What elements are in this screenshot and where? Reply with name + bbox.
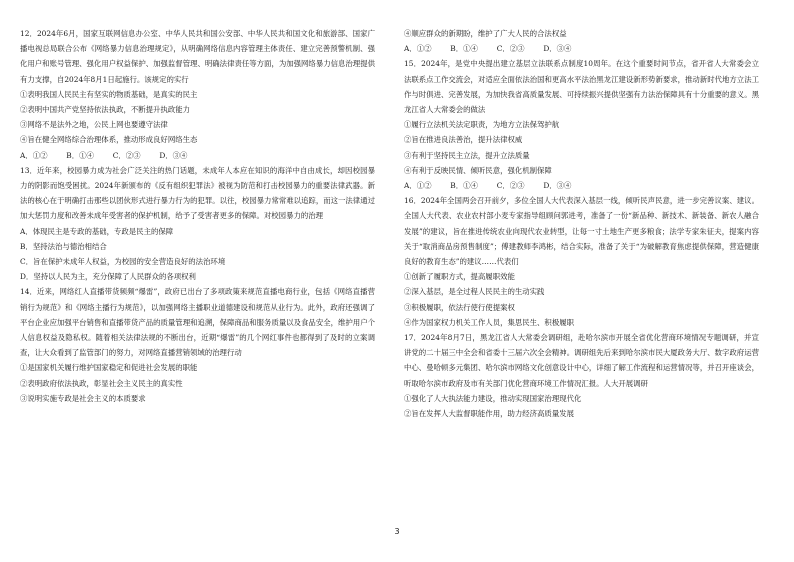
question-16-option-3: ③积极履职，依法行使行使提案权 <box>404 302 515 312</box>
question-12-choices: A．①② B．①④ C．②③ D．③④ <box>20 150 188 160</box>
question-15-option-1: ①履行立法机关法定职责，为地方立法保驾护航 <box>404 120 560 130</box>
question-12-option-4: ④旨在健全网络综合治理体系，推动形成良好网络生态 <box>20 135 198 145</box>
question-17-option-1: ①强化了人大执法能力建设，推动实现国家治理现代化 <box>404 393 582 403</box>
question-13-stem: 13．近年来，校园暴力成为社会广泛关注的热门话题，未成年人本应在知识的海洋中自由成长，却因校园暴力的阴影而饱受困扰。2024年新颁布的《反有组织犯罪法》被视为防范和打击校园暴力的重要法律武器。新法的核心在于明确打击那些以团伙形式进行暴力行为的犯罪。以往，校园暴力常常难以追踪，而这一法律通过加大惩罚力度和改善未成年受害者的保护机制，给予了受害者更多的保障。对校园暴力的治理 <box>20 165 375 221</box>
question-15-stem: 15．2024年，是党中央提出建立基层立法联系点制度10周年。在这个重要时间节点，省开省人大常委会立法联系点工作交流会，对适应全面依法治国和更高水平法治黑龙江建设新形势新要求，推动新时代地方立法工作与时俱进、完善发展，为加快我省高质量发展、可持续振兴提供坚强有力法治保障具有十分重要的意义。黑龙江省人大常委会的做法 <box>404 59 759 115</box>
question-17-stem: 17．2024年8月7日，黑龙江省人大常委会调研组，赴哈尔滨市开展全省优化营商环境情况专题调研，并宣讲党的二十届三中全会和省委十三届六次全会精神。调研组先后来到哈尔滨市民大厦政务大厅、数字政府运营中心、曼哈顿多元集团、哈尔滨市网络文化创意设计中心，详细了解工作流程和运营情况等，并召开座谈会，听取哈尔滨市政府及市有关部门优化营商环境工作情况汇报。人大开展调研 <box>404 333 759 388</box>
question-15-option-3: ③有利于坚持民主立法，提升立法质量 <box>404 150 530 160</box>
question-13-option-b: B．坚持法治与德治相结合 <box>20 241 107 251</box>
question-13-option-c: C．旨在保护未成年人权益，为校园的安全营造良好的法治环境 <box>20 257 226 267</box>
question-13-option-a: A．体现民主是专政的基础，专政是民主的保障 <box>20 226 174 236</box>
question-17-option-2: ②旨在发挥人大监督职能作用，助力经济高质量发展 <box>404 409 574 419</box>
question-14-option-3: ③说明实施专政是社会主义的本质要求 <box>20 393 146 403</box>
left-column <box>20 26 375 406</box>
question-13-option-d: D．坚持以人民为主，充分保障了人民群众的各项权利 <box>20 272 196 282</box>
page-number: 3 <box>394 527 400 536</box>
question-16-option-4: ④作为国家权力机关工作人员，集思民生、积极履职 <box>404 317 574 327</box>
question-14-option-2: ②表明政府依法执政，彰显社会主义民主的真实性 <box>20 378 183 388</box>
question-14-choices: A．①② B．①④ C．②③ D．③④ <box>404 44 572 54</box>
question-15-option-2: ②旨在推进良法善治，提升法律权威 <box>404 135 523 145</box>
question-14-option-4: ④顺应群众的新期盼，维护了广大人民的合法权益 <box>404 29 567 38</box>
question-12-stem: 12．2024年6月，国家互联网信息办公室、中华人民共和国公安部、中华人民共和国文化和旅游部、国家广播电视总局联合公布《网络暴力信息治理规定》，从明确网络信息内容管理主体责任、建立完善预警机制、强化用户和账号管理、强化用户权益保护、加强监督管理、明确法律责任等方面，为加强网络暴力信息治理提供有力支撑，自2024年8月1日起施行。该规定的实行 <box>20 29 375 84</box>
question-14-option-1: ①是国家机关履行维护国家稳定和促进社会发展的职能 <box>20 363 198 373</box>
question-16-stem: 16．2024年全国两会召开前夕，多位全国人大代表深入基层一线，倾听民声民意，进一步完善议案、建议。全国人大代表、农业农村部小麦专家指导组顾问郭进考，准备了一份“新品种、新技术、新装备、新农人融合发展”的建议，旨在推进传统农业向现代农业转型，让每一寸土地生产更多粮食；法学专家朱征夫，提案内容关于“取消商品房预售制度”；傅建教师李鸿彬，结合实际，准备了关于“为破解教育焦虑提供保障，营造健康良好的教育生态”的建议……代表们 <box>404 196 759 267</box>
question-15-option-4: ④有利于反映民情、倾听民意，强化机制保障 <box>404 165 552 175</box>
question-12-option-3: ③网络不是法外之地，公民上网也要遵守法律 <box>20 120 168 130</box>
question-14-stem: 14．近来，网络红人直播带货频频“爆雷”，政府已出台了多项政策来规范直播电商行业，包括《网络直播营销行为规范》和《网络主播行为规范》，以加强网络主播职业道德建设和规范从业行为。此外，政府还强调了平台企业应加强平台销售和直播带货产品的质量管理和追溯，保障商品和服务质量以及食品安全，维护用户个人信息权益及隐私权。随着相关法律法规的不断出台，近期“爆雷”的几个网红事件也都得到了及时的立案调查，让大众看到了监管部门的努力，对网络直播营销领域的治理行动 <box>20 287 375 358</box>
question-15-choices: A．①② B．①④ C．②③ D．③④ <box>404 181 572 191</box>
question-16-option-1: ①创新了履职方式，提高履职效能 <box>404 272 515 282</box>
right-column <box>404 26 759 421</box>
question-12-option-2: ②表明中国共产党坚持依法执政，不断提升执政能力 <box>20 105 190 115</box>
question-16-option-2: ②深入基层，是全过程人民民主的生动实践 <box>404 287 545 297</box>
question-12-option-1: ①表明我国人民民主有坚实的物质基础，是真实的民主 <box>20 89 198 99</box>
